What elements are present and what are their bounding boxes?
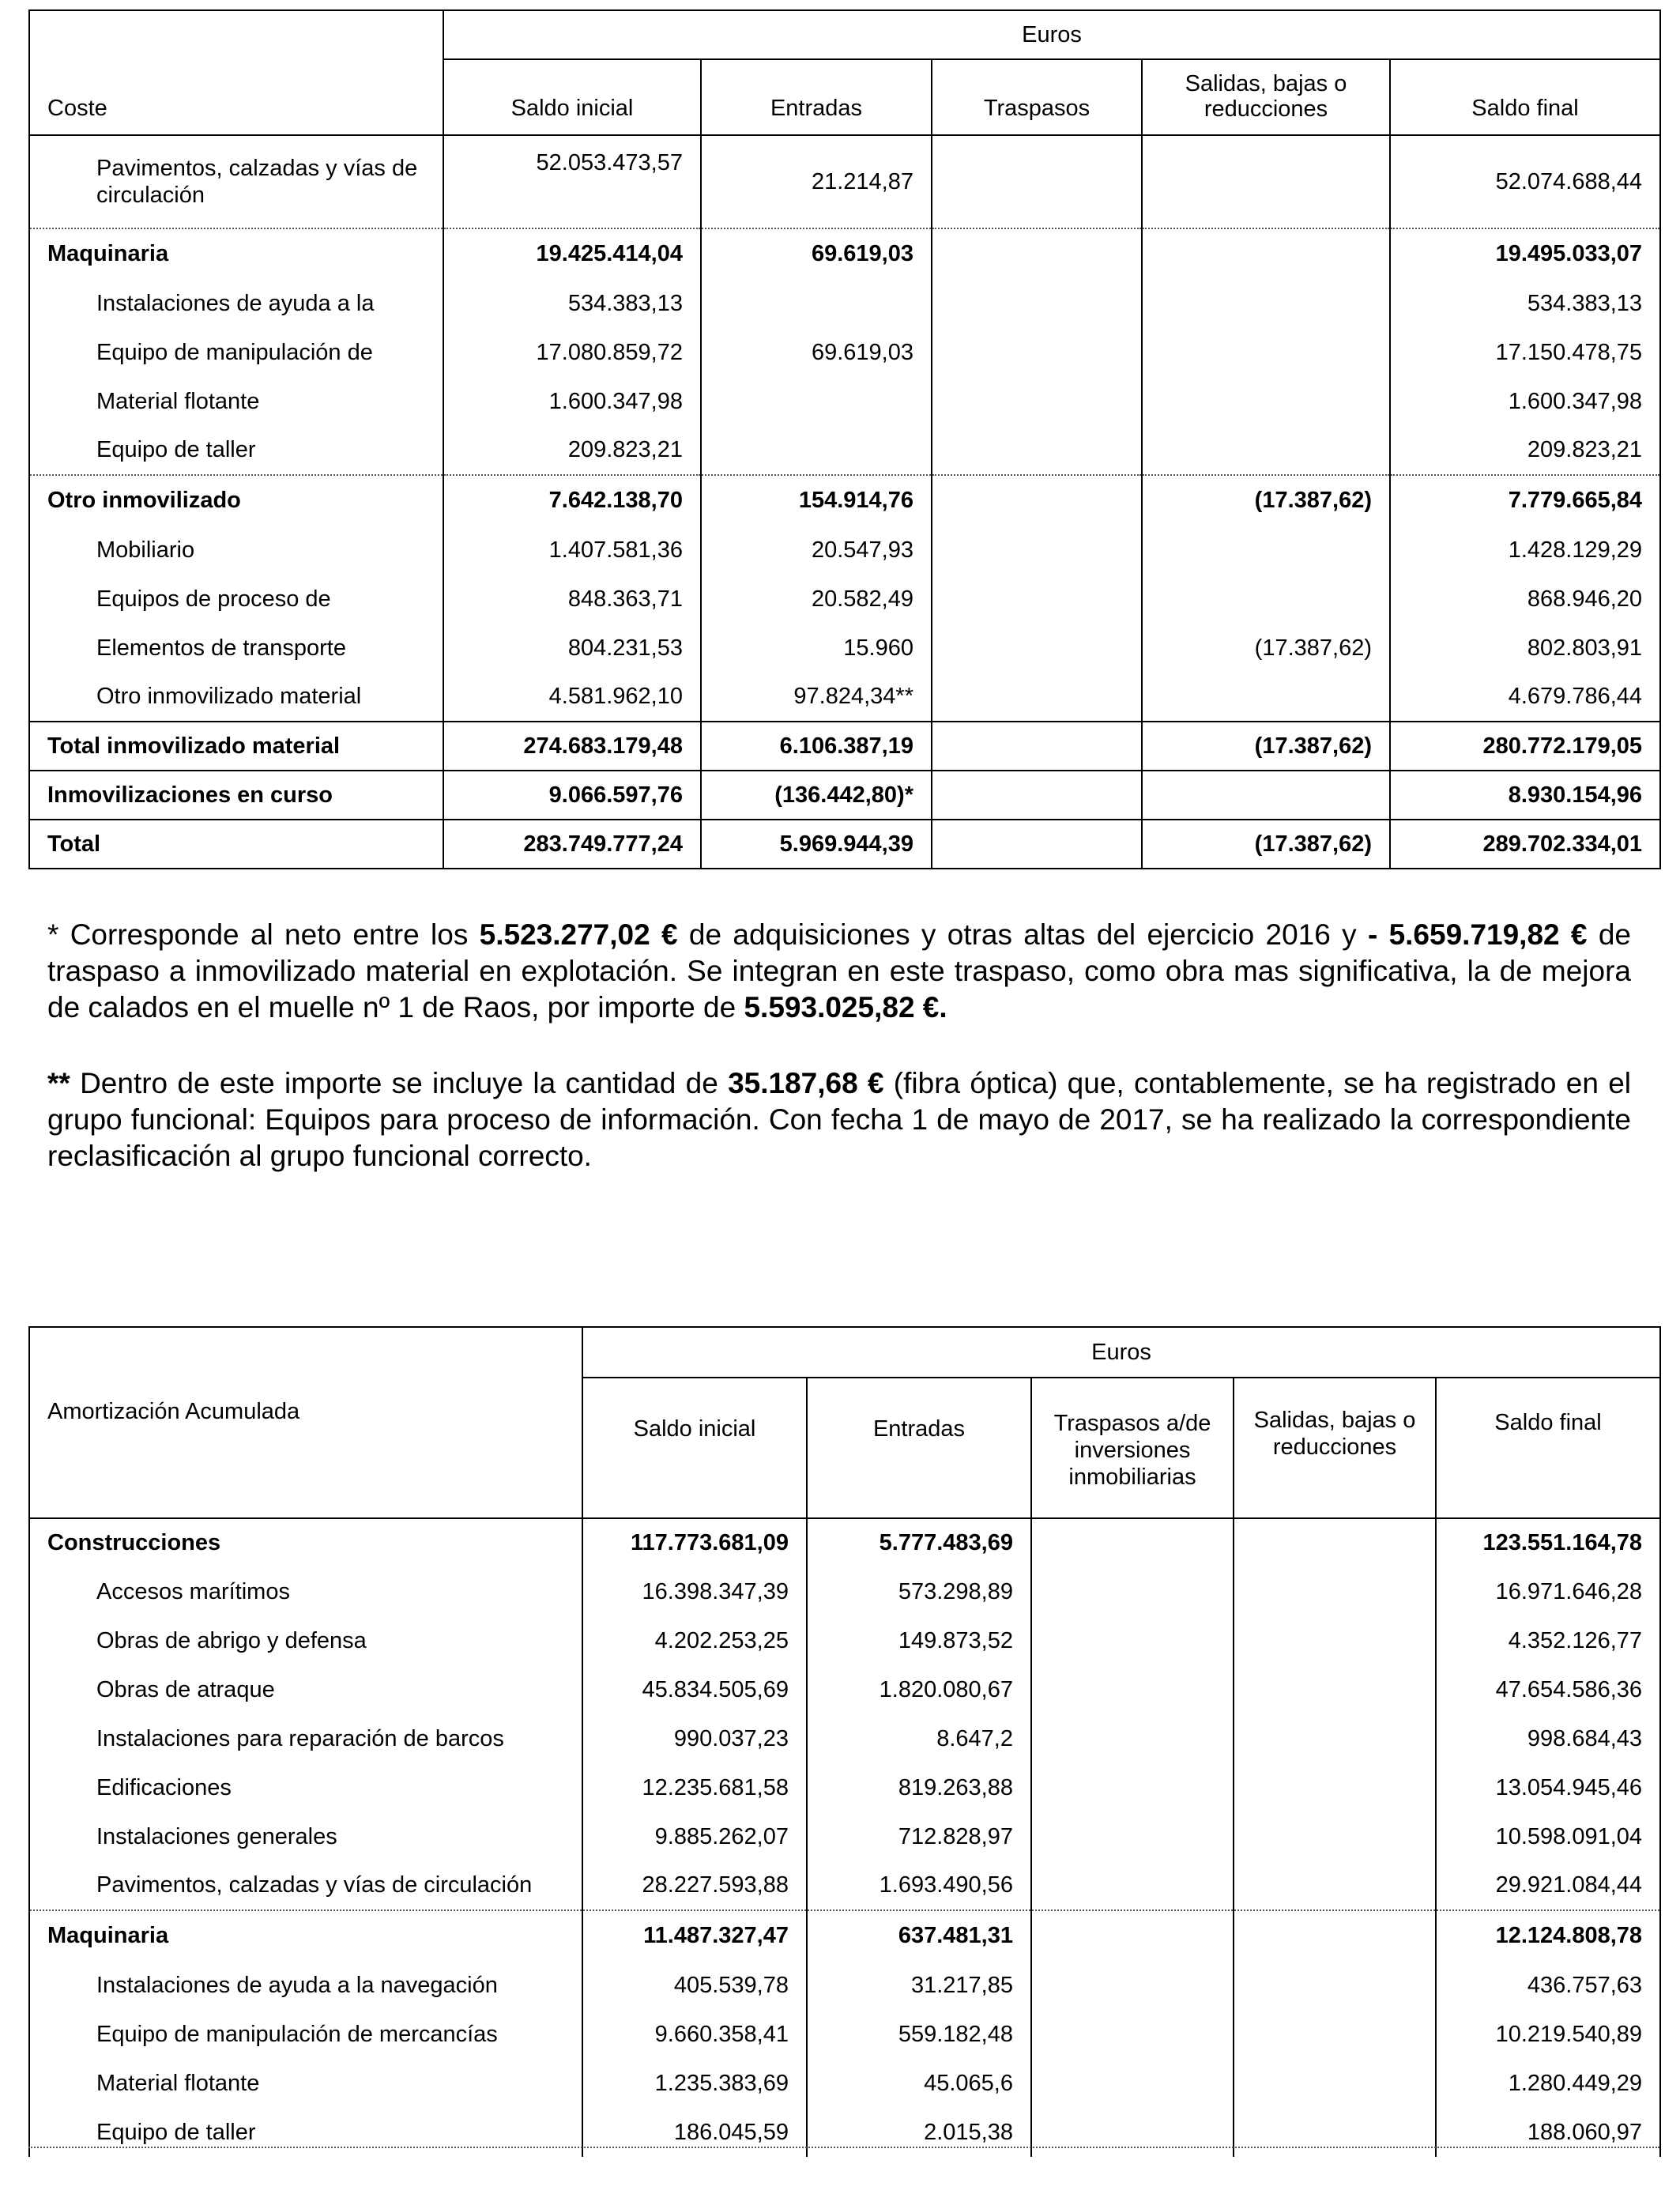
cell-value: 69.619,03 — [701, 328, 932, 377]
row-label: Material flotante — [96, 388, 260, 414]
cell-value — [932, 771, 1142, 820]
note2-text-b: Dentro de este importe se incluye la cantidad de — [70, 1067, 729, 1099]
cell-value — [932, 228, 1142, 279]
cell-value: 819.263,88 — [807, 1763, 1031, 1812]
cell-value — [701, 377, 932, 426]
table-row — [29, 135, 1660, 228]
cell-value: 804.231,53 — [443, 624, 701, 673]
cell-value: 209.823,21 — [1390, 426, 1660, 475]
table-row — [29, 820, 1660, 869]
cell-value — [932, 820, 1142, 869]
amortizacion-row-header: Amortización Acumulada — [29, 1327, 582, 1518]
cell-value: 868.946,20 — [1390, 575, 1660, 624]
note1-text-c: de adquisiciones y otras altas del ejercicio 2016 y — [677, 918, 1368, 951]
cell-value — [932, 475, 1142, 526]
table-row — [29, 1763, 1660, 1812]
cell-value — [1234, 1910, 1436, 1961]
note1-amount-traspaso: - 5.659.719,82 € — [1367, 918, 1588, 951]
table-row — [29, 526, 1660, 575]
row-label: Instalaciones de ayuda a la navegación — [96, 1972, 498, 1998]
cell-value: 28.227.593,88 — [582, 1861, 807, 1910]
col2-saldo-inicial: Saldo inicial — [582, 1378, 807, 1518]
cell-value: 4.202.253,25 — [582, 1616, 807, 1665]
row-label: Equipo de taller — [96, 437, 256, 462]
cell-value: (17.387,62) — [1142, 820, 1390, 869]
cell-value: 998.684,43 — [1436, 1714, 1660, 1763]
cell-value: 10.598.091,04 — [1436, 1812, 1660, 1861]
cell-value: 573.298,89 — [807, 1567, 1031, 1616]
table-row — [29, 377, 1660, 426]
row-label: Otro inmovilizado material — [96, 684, 362, 709]
cell-value: 436.757,63 — [1436, 1961, 1660, 2010]
cell-value: 283.749.777,24 — [443, 820, 701, 869]
cell-value: 9.885.262,07 — [582, 1812, 807, 1861]
cell-value — [1142, 426, 1390, 475]
cell-value: 16.398.347,39 — [582, 1567, 807, 1616]
row-label: Total inmovilizado material — [29, 722, 443, 771]
cell-value: 45.834.505,69 — [582, 1665, 807, 1714]
cell-value: (17.387,62) — [1142, 475, 1390, 526]
table-row — [29, 1812, 1660, 1861]
cell-value — [1031, 1910, 1234, 1961]
cell-value — [1234, 1567, 1436, 1616]
cell-value: 7.642.138,70 — [443, 475, 701, 526]
table-row — [29, 475, 1660, 526]
cell-value — [1142, 673, 1390, 722]
col2-entradas: Entradas — [807, 1378, 1031, 1518]
cell-value — [1234, 2108, 1436, 2157]
cell-value — [1031, 1567, 1234, 1616]
table-row — [29, 2059, 1660, 2108]
cell-value — [1031, 1812, 1234, 1861]
cell-value: 5.969.944,39 — [701, 820, 932, 869]
cell-value — [932, 624, 1142, 673]
cell-value — [1031, 1518, 1234, 1567]
cell-value: 19.495.033,07 — [1390, 228, 1660, 279]
cell-value — [932, 135, 1142, 228]
table-row — [29, 1616, 1660, 1665]
table-row — [29, 2010, 1660, 2059]
cell-value: 1.600.347,98 — [1390, 377, 1660, 426]
cell-value: 4.352.126,77 — [1436, 1616, 1660, 1665]
table-row — [29, 1910, 1660, 1961]
cell-value: 19.425.414,04 — [443, 228, 701, 279]
euros-header-2: Euros — [582, 1327, 1660, 1378]
amortizacion-table — [28, 1326, 1661, 2157]
cell-value — [932, 377, 1142, 426]
row-label: Mobiliario — [96, 537, 195, 563]
cell-value: 21.214,87 — [701, 135, 932, 228]
cell-value: 45.065,6 — [807, 2059, 1031, 2108]
cell-value: 559.182,48 — [807, 2010, 1031, 2059]
row-label: Otro inmovilizado — [29, 475, 443, 526]
cell-value: 13.054.945,46 — [1436, 1763, 1660, 1812]
row-label: Pavimentos, calzadas y vías de circulación — [96, 156, 418, 208]
cell-value: 97.824,34** — [701, 673, 932, 722]
cell-value: 154.914,76 — [701, 475, 932, 526]
cell-value — [1031, 1665, 1234, 1714]
cell-value: 1.235.383,69 — [582, 2059, 807, 2108]
cell-value: 209.823,21 — [443, 426, 701, 475]
row-label: Obras de abrigo y defensa — [96, 1627, 367, 1653]
cell-value — [1142, 771, 1390, 820]
cell-value: 10.219.540,89 — [1436, 2010, 1660, 2059]
cell-value — [1234, 1961, 1436, 2010]
note1-amount-obra: 5.593.025,82 €. — [744, 991, 947, 1023]
cell-value: 1.280.449,29 — [1436, 2059, 1660, 2108]
table-row — [29, 2108, 1660, 2157]
col-salidas: Salidas, bajas o reducciones — [1142, 59, 1390, 135]
row-label: Accesos marítimos — [96, 1578, 290, 1604]
cell-value — [1234, 2010, 1436, 2059]
cell-value: 274.683.179,48 — [443, 722, 701, 771]
table-row — [29, 228, 1660, 279]
cell-value — [932, 673, 1142, 722]
row-label: Instalaciones de ayuda a la — [96, 290, 375, 316]
table-row — [29, 1518, 1660, 1567]
row-label: Inmovilizaciones en curso — [29, 771, 443, 820]
cell-value — [1234, 1861, 1436, 1910]
table-row — [29, 722, 1660, 771]
row-label: Equipos de proceso de — [96, 586, 331, 612]
table-row — [29, 1665, 1660, 1714]
cell-value: 1.428.129,29 — [1390, 526, 1660, 575]
cell-value: 1.600.347,98 — [443, 377, 701, 426]
cell-value: 69.619,03 — [701, 228, 932, 279]
cell-value: (17.387,62) — [1142, 624, 1390, 673]
cell-value — [932, 526, 1142, 575]
cell-value — [1142, 575, 1390, 624]
cell-value: 9.660.358,41 — [582, 2010, 807, 2059]
col2-saldo-final: Saldo final — [1436, 1378, 1660, 1518]
cell-value: 1.820.080,67 — [807, 1665, 1031, 1714]
cell-value: 52.074.688,44 — [1390, 135, 1660, 228]
cell-value — [701, 279, 932, 328]
table-row — [29, 1961, 1660, 2010]
row-label: Obras de atraque — [96, 1676, 275, 1702]
cell-value: 534.383,13 — [1390, 279, 1660, 328]
cell-value: 4.581.962,10 — [443, 673, 701, 722]
amortizacion-table-body — [29, 1518, 1660, 2157]
cell-value: 117.773.681,09 — [582, 1518, 807, 1567]
cell-value: 186.045,59 — [582, 2108, 807, 2157]
cell-value: 405.539,78 — [582, 1961, 807, 2010]
cell-value: 637.481,31 — [807, 1910, 1031, 1961]
cell-value — [932, 279, 1142, 328]
cell-value — [1142, 328, 1390, 377]
cell-value: 1.407.581,36 — [443, 526, 701, 575]
cell-value: (136.442,80)* — [701, 771, 932, 820]
note1-amount-adquisiciones: 5.523.277,02 € — [479, 918, 678, 951]
cell-value — [1031, 2059, 1234, 2108]
col-entradas: Entradas — [701, 59, 932, 135]
coste-row-header: Coste — [29, 10, 443, 135]
cell-value: 17.080.859,72 — [443, 328, 701, 377]
footnote-2 — [47, 1065, 1631, 1174]
cell-value — [1234, 1812, 1436, 1861]
cell-value — [1234, 1616, 1436, 1665]
cell-value: 20.547,93 — [701, 526, 932, 575]
cell-value: 31.217,85 — [807, 1961, 1031, 2010]
cell-value — [1031, 1861, 1234, 1910]
col2-salidas: Salidas, bajas o reducciones — [1234, 1378, 1436, 1518]
row-label: Edificaciones — [96, 1774, 232, 1800]
cell-value: 2.015,38 — [807, 2108, 1031, 2157]
cell-value: 29.921.084,44 — [1436, 1861, 1660, 1910]
cell-value: 16.971.646,28 — [1436, 1567, 1660, 1616]
table-row — [29, 575, 1660, 624]
row-label: Maquinaria — [29, 1910, 582, 1961]
col-saldo-inicial: Saldo inicial — [443, 59, 701, 135]
cell-value: 8.930.154,96 — [1390, 771, 1660, 820]
note1-text-a: * Corresponde al neto entre los — [47, 918, 480, 951]
col2-traspasos: Traspasos a/de inversiones inmobiliarias — [1031, 1378, 1234, 1518]
cell-value: 289.702.334,01 — [1390, 820, 1660, 869]
cell-value: 534.383,13 — [443, 279, 701, 328]
cell-value — [1031, 1961, 1234, 2010]
cell-value — [1031, 1616, 1234, 1665]
note2-text-d: (fibra óptica) que, contablemente, se ha registrado en el grupo funcional: Equipos para proceso de información. Con fecha 1 de mayo de 2017, se ha realizado la correspondiente reclasificación al grupo funcional correcto. — [47, 1067, 1631, 1172]
table-row — [29, 624, 1660, 673]
cell-value — [1142, 228, 1390, 279]
coste-table — [28, 9, 1661, 869]
row-label: Maquinaria — [29, 228, 443, 279]
cell-value: 12.235.681,58 — [582, 1763, 807, 1812]
row-label: Pavimentos, calzadas y vías de circulación — [96, 1872, 533, 1898]
table-row — [29, 1861, 1660, 1910]
cell-value — [1234, 1763, 1436, 1812]
cell-value: 280.772.179,05 — [1390, 722, 1660, 771]
cell-value — [932, 575, 1142, 624]
cell-value: 149.873,52 — [807, 1616, 1031, 1665]
footnote-1 — [47, 917, 1631, 1026]
cell-value: 4.679.786,44 — [1390, 673, 1660, 722]
cell-value: 9.066.597,76 — [443, 771, 701, 820]
cell-value: (17.387,62) — [1142, 722, 1390, 771]
cell-value: 802.803,91 — [1390, 624, 1660, 673]
row-label: Elementos de transporte — [96, 635, 346, 661]
cell-value — [1142, 377, 1390, 426]
cell-value: 990.037,23 — [582, 1714, 807, 1763]
cell-value: 11.487.327,47 — [582, 1910, 807, 1961]
table-row — [29, 1567, 1660, 1616]
cell-value: 15.960 — [701, 624, 932, 673]
cell-value — [1234, 2059, 1436, 2108]
cell-value — [1031, 1763, 1234, 1812]
row-label: Instalaciones para reparación de barcos — [96, 1725, 504, 1751]
cell-value: 47.654.586,36 — [1436, 1665, 1660, 1714]
row-label: Total — [29, 820, 443, 869]
cell-value — [1031, 2108, 1234, 2157]
table-row — [29, 279, 1660, 328]
cell-value: 12.124.808,78 — [1436, 1910, 1660, 1961]
row-label: Material flotante — [96, 2070, 260, 2096]
note1-text-e: de traspaso a inmovilizado material en explotación. Se integran en este traspaso, como obra mas significativa, la de mejora de calados en el muelle nº 1 de Raos, por importe de — [47, 918, 1631, 1023]
row-label: Equipo de taller — [96, 2119, 256, 2145]
cell-value: 7.779.665,84 — [1390, 475, 1660, 526]
cell-value: 1.693.490,56 — [807, 1861, 1031, 1910]
cell-value — [932, 426, 1142, 475]
table-row — [29, 673, 1660, 722]
note2-marker: ** — [47, 1067, 70, 1099]
table-row — [29, 426, 1660, 475]
coste-table-body — [29, 135, 1660, 869]
cell-value: 8.647,2 — [807, 1714, 1031, 1763]
cell-value — [1142, 135, 1390, 228]
cell-value: 17.150.478,75 — [1390, 328, 1660, 377]
cell-value — [1031, 1714, 1234, 1763]
cell-value: 6.106.387,19 — [701, 722, 932, 771]
note2-amount-fibra: 35.187,68 € — [728, 1067, 884, 1099]
cell-value: 712.828,97 — [807, 1812, 1031, 1861]
cell-value — [1142, 279, 1390, 328]
col-traspasos: Traspasos — [932, 59, 1142, 135]
cell-value: 188.060,97 — [1436, 2108, 1660, 2157]
euros-header: Euros — [443, 10, 1660, 59]
table-row — [29, 771, 1660, 820]
table-row — [29, 1714, 1660, 1763]
cell-value — [932, 722, 1142, 771]
cell-value: 123.551.164,78 — [1436, 1518, 1660, 1567]
cell-value — [1234, 1714, 1436, 1763]
cell-value: 5.777.483,69 — [807, 1518, 1031, 1567]
row-label: Equipo de manipulación de — [96, 339, 373, 365]
cell-value — [1234, 1518, 1436, 1567]
cell-value: 848.363,71 — [443, 575, 701, 624]
cell-value — [701, 426, 932, 475]
cell-value: 20.582,49 — [701, 575, 932, 624]
cell-value: 52.053.473,57 — [443, 135, 701, 228]
row-label: Instalaciones generales — [96, 1823, 337, 1849]
cell-value — [1031, 2010, 1234, 2059]
row-label: Construcciones — [47, 1530, 221, 1555]
col-saldo-final: Saldo final — [1390, 59, 1660, 135]
row-label: Equipo de manipulación de mercancías — [96, 2021, 498, 2047]
table-continuation-rule — [28, 2147, 1659, 2148]
cell-value — [1142, 526, 1390, 575]
cell-value — [1234, 1665, 1436, 1714]
table-row — [29, 328, 1660, 377]
cell-value — [932, 328, 1142, 377]
